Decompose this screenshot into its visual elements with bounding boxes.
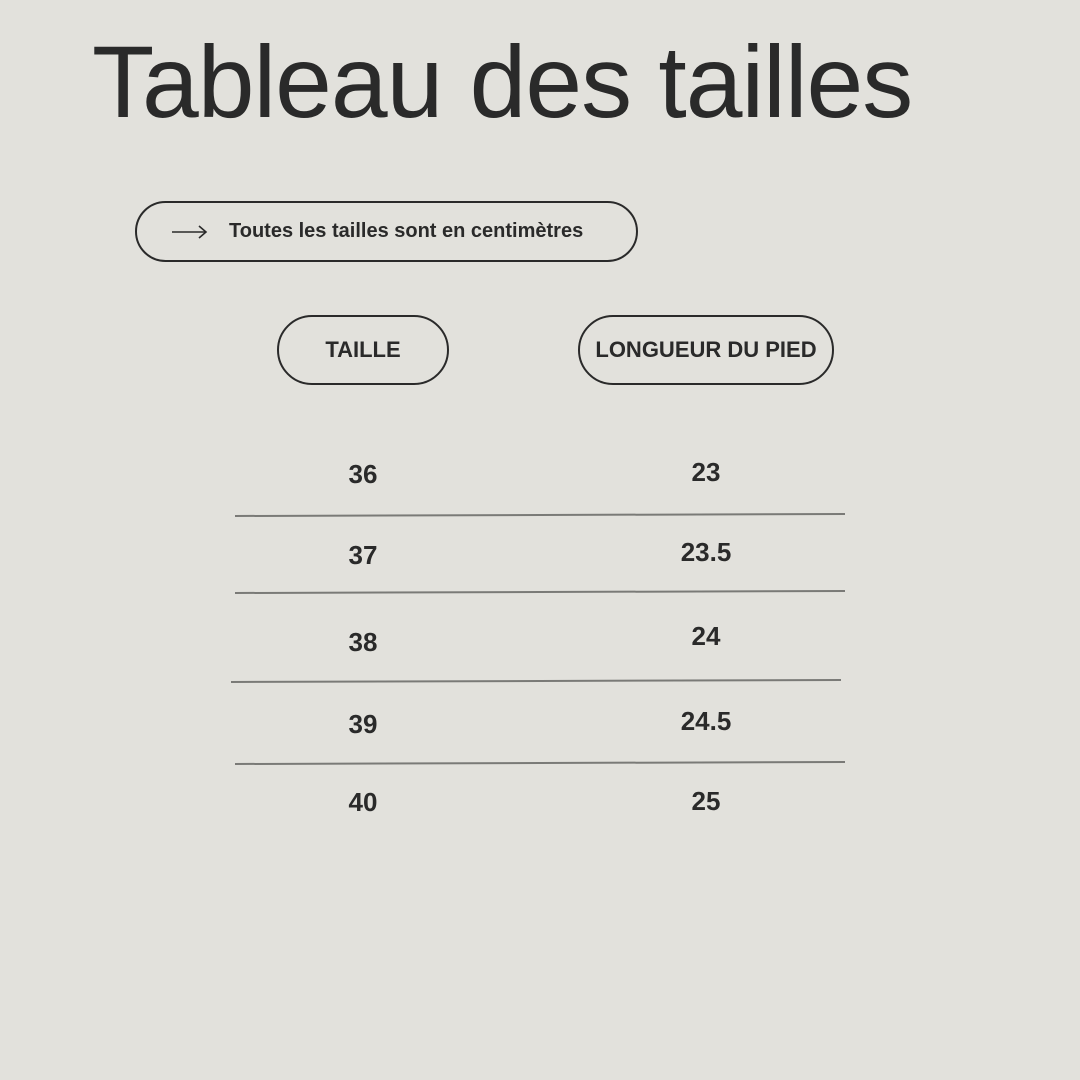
column-header-foot-length: LONGUEUR DU PIED <box>578 315 834 385</box>
units-note-text: Toutes les tailles sont en centimètres <box>229 220 584 242</box>
size-cell: 39 <box>348 709 378 739</box>
foot-length-cell: 25 <box>691 786 721 816</box>
units-note <box>135 201 638 262</box>
foot-length-cell: 24 <box>691 621 721 651</box>
row-divider <box>235 514 845 516</box>
row-divider <box>235 591 845 593</box>
foot-length-cell: 23.5 <box>680 537 732 567</box>
foot-length-cell: 24.5 <box>680 706 732 736</box>
column-header-size: TAILLE <box>277 315 449 385</box>
row-divider <box>235 762 845 764</box>
size-cell: 36 <box>348 459 378 489</box>
size-cell: 40 <box>348 787 378 817</box>
size-cell: 38 <box>348 627 378 657</box>
arrow-right-icon <box>171 221 209 243</box>
page-title: Tableau des tailles <box>92 25 913 139</box>
row-divider <box>231 680 841 682</box>
size-cell: 37 <box>348 540 378 570</box>
foot-length-cell: 23 <box>691 457 721 487</box>
